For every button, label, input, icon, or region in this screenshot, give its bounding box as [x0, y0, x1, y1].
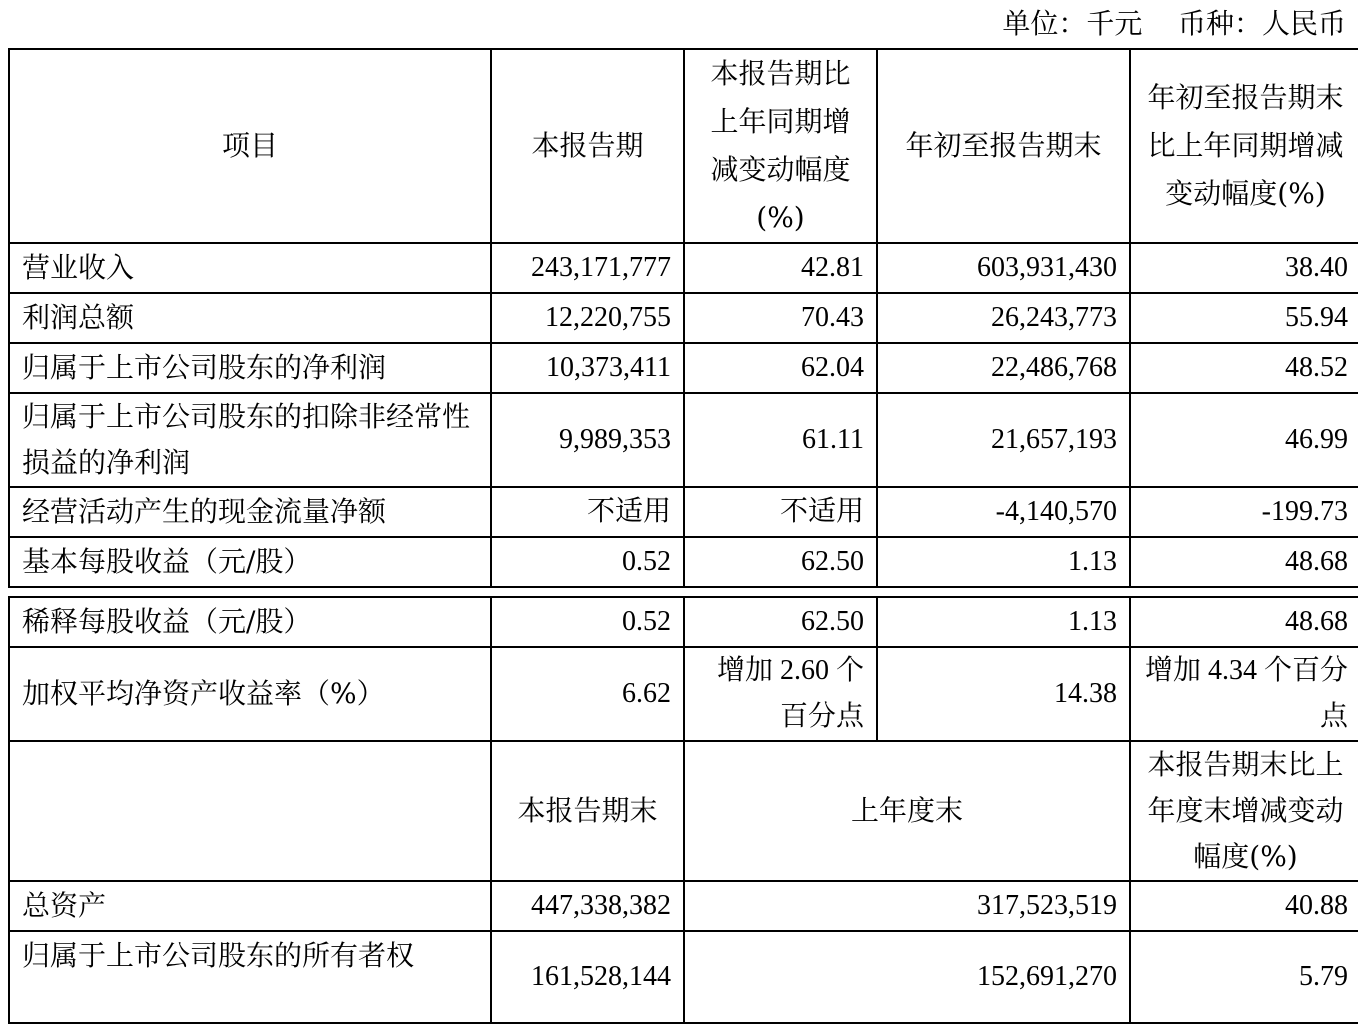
header-ytd-change: 年初至报告期末比上年同期增减变动幅度(%): [1130, 49, 1358, 243]
table-row: [9, 597, 1358, 647]
table-header-row: [9, 49, 1358, 243]
cell-current: 0.52: [491, 597, 684, 647]
cell-ytd: 603,931,430: [877, 243, 1130, 293]
cell-current-change: 61.11: [684, 393, 877, 487]
cell-current: 10,373,411: [491, 343, 684, 393]
page-break-gap: [9, 587, 1358, 597]
table-row: [9, 537, 1358, 587]
cell-ytd-change: 55.94: [1130, 293, 1358, 343]
cell-ytd: 1.13: [877, 537, 1130, 587]
cell-current: 9,989,353: [491, 393, 684, 487]
cell-change: 40.88: [1130, 881, 1358, 931]
table-row: [9, 343, 1358, 393]
header2-period-end: 本报告期末: [491, 741, 684, 881]
row-label: 营业收入: [9, 243, 491, 293]
cell-ytd-change: 48.52: [1130, 343, 1358, 393]
table-row: [9, 243, 1358, 293]
cell-ytd: 14.38: [877, 647, 1130, 741]
cell-ytd-change: 48.68: [1130, 597, 1358, 647]
cell-prev-year-end: 152,691,270: [684, 931, 1130, 1023]
cell-current: 6.62: [491, 647, 684, 741]
cell-period-end: 161,528,144: [491, 931, 684, 1023]
table-row: [9, 487, 1358, 537]
cell-ytd-change: 46.99: [1130, 393, 1358, 487]
cell-ytd: 21,657,193: [877, 393, 1130, 487]
balance-header-row: [9, 741, 1358, 881]
header2-prev-year-end: 上年度末: [684, 741, 1130, 881]
row-label: 归属于上市公司股东的扣除非经常性损益的净利润: [9, 393, 491, 487]
financial-data-table: [8, 48, 1358, 1024]
row-label: 总资产: [9, 881, 491, 931]
cell-current-change: 增加 2.60 个百分点: [684, 647, 877, 741]
cell-current-change: 42.81: [684, 243, 877, 293]
cell-change: 5.79: [1130, 931, 1358, 1023]
table-row: [9, 293, 1358, 343]
header2-item: [9, 741, 491, 881]
cell-ytd-change: 48.68: [1130, 537, 1358, 587]
cell-ytd: -4,140,570: [877, 487, 1130, 537]
cell-current-change: 62.50: [684, 537, 877, 587]
cell-current-change: 不适用: [684, 487, 877, 537]
cell-ytd: 22,486,768: [877, 343, 1130, 393]
unit-currency-note: 单位：千元 币种：人民币: [1002, 7, 1346, 40]
cell-current: 12,220,755: [491, 293, 684, 343]
cell-current: 243,171,777: [491, 243, 684, 293]
cell-ytd-change: -199.73: [1130, 487, 1358, 537]
table-row: [9, 393, 1358, 487]
header-current-change: 本报告期比上年同期增减变动幅度(%): [684, 49, 877, 243]
cell-ytd: 26,243,773: [877, 293, 1130, 343]
cell-ytd-change: 增加 4.34 个百分点: [1130, 647, 1358, 741]
row-label: 利润总额: [9, 293, 491, 343]
header-item: 项目: [9, 49, 491, 243]
cell-prev-year-end: 317,523,519: [684, 881, 1130, 931]
header2-change: 本报告期末比上年度末增减变动幅度(%): [1130, 741, 1358, 881]
row-label: 归属于上市公司股东的所有者权: [9, 931, 491, 1023]
header-ytd: 年初至报告期末: [877, 49, 1130, 243]
cell-current: 0.52: [491, 537, 684, 587]
cell-current-change: 70.43: [684, 293, 877, 343]
cell-current: 不适用: [491, 487, 684, 537]
cell-ytd-change: 38.40: [1130, 243, 1358, 293]
table-row: [9, 647, 1358, 741]
cell-period-end: 447,338,382: [491, 881, 684, 931]
cell-current-change: 62.50: [684, 597, 877, 647]
cell-current-change: 62.04: [684, 343, 877, 393]
row-label: 基本每股收益（元/股）: [9, 537, 491, 587]
header-current-period: 本报告期: [491, 49, 684, 243]
row-label: 归属于上市公司股东的净利润: [9, 343, 491, 393]
cell-ytd: 1.13: [877, 597, 1130, 647]
row-label: 加权平均净资产收益率（%）: [9, 647, 491, 741]
table-row: [9, 881, 1358, 931]
row-label: 稀释每股收益（元/股）: [9, 597, 491, 647]
table-row: [9, 931, 1358, 1023]
row-label: 经营活动产生的现金流量净额: [9, 487, 491, 537]
